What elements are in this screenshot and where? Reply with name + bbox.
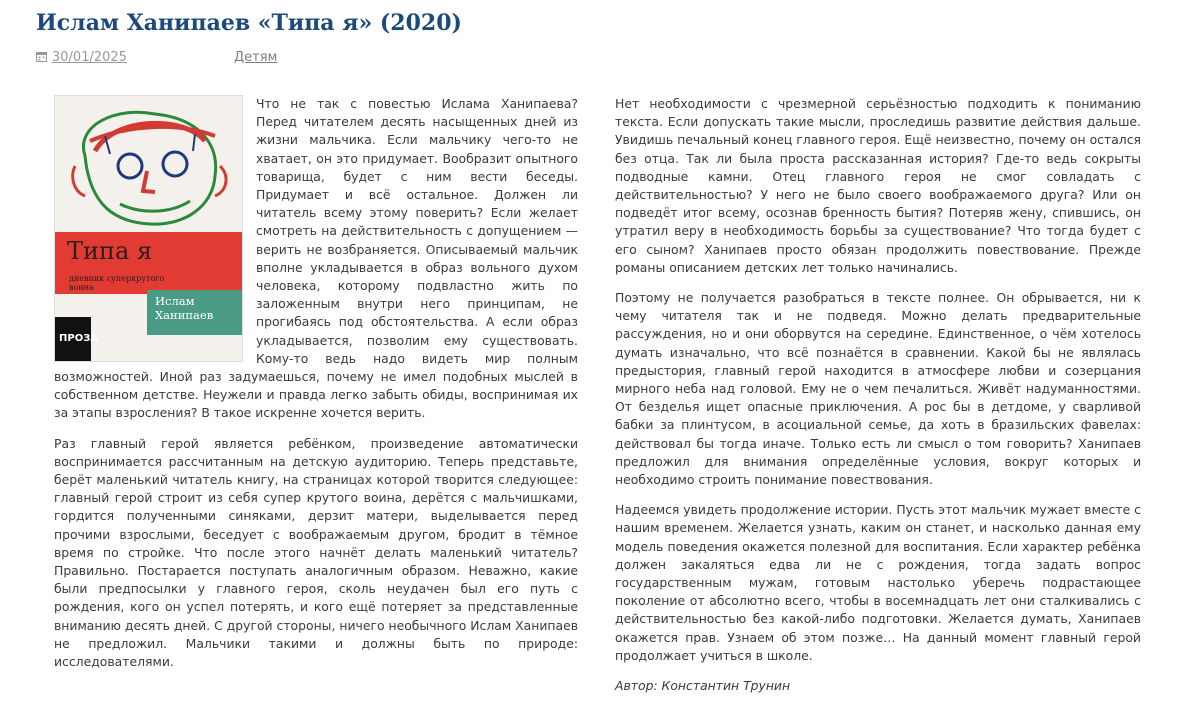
book-cover-image — [54, 95, 243, 362]
paragraph: Что не так с повестью Ислама Ханипаева? Перед читателем десять насыщенных дней из жизни мальчика. Если мальчику чего-то не хватает, он это придумает. Вообразит опытного товарища, будет с ним вести беседы. Придумает и всё остальное. Должен ли читатель всему этому поверить? Если желает смотреть на действительность с допущением — верить не возбраняется. Описываемый мальчик вполне укладывается в образ вольного духом человека, которому подвластно жить по заложенным внутри него принципам, не прогибаясь под обстоятельства. А если образ укладывается, позволим ему существовать. Кому-то ведь надо видеть мир полным возможностей. Иной раз задумаешься, почему не имел подобных мыслей в собственном детстве. Неужели и правда легко забыть обиды, воспринимая их за этапы взросления? В такое искренне хочется верить. — [54, 96, 578, 421]
category-link[interactable]: Детям — [234, 50, 278, 65]
paragraph: Надеемся увидеть продолжение истории. Пусть этот мальчик мужает вместе с нашим временем. Желается узнать, каким он станет, и насколько данная ему модель поведения окажется полезной для воспитания. Если характер ребёнка должен закаляться едва ли не с рождения, тогда задать вопрос государственным мужам, готовым настолько уберечь подрастающее поколение от абсолютно всего, чтобы в восемнадцать лет они сталкивались с действительностью без какой-либо подготовки. Желается думать, Ханипаев окажется прав. Узнаем об этом позже… На данный момент главный герой продолжает учиться в школе. — [615, 502, 1141, 663]
left-column — [54, 95, 578, 683]
paragraph: Нет необходимости с чрезмерной серьёзностью подходить к пониманию текста. Если допускать такие мысли, проследишь развитие действия дальше. Увидишь печальный конец главного героя. Ещё неизвестно, почему он остался без отца. Так ли была проста рассказанная история? Где-то ведь сокрыты подводные камни. Отец главного героя не смог совладать с действительностью? У него не было своего воображаемого друга? Или он подведёт итог всему, осознав бренность бытия? Потеряв жену, спившись, он утратил веру в необходимость борьбы за существование? Что тогда будет с его сыном? Ханипаев просто обязан продолжить повествование. Прежде романы описанием детских лет только начинались. — [615, 96, 1141, 275]
publisher-name: ПРОЗА — [59, 333, 99, 344]
paragraph: Поэтому не получается разобраться в тексте полнее. Он обрывается, ни к чему читателя так и не подведя. Можно делать предварительные рассуждения, но и они оборвутся на середине. Единственное, о чём хотелось думать изначально, что всё познаётся в сравнении. Какой бы не являлась предыстория, главный герой находится в атмосфере любви и созерцания мирного неба над головой. Ему не о чем печалиться. Живёт надуманностями. От безделья ищет опасные приключения. А рос бы в детдоме, у сварливой бабки за плинтусом, в асоциальной семье, да хоть в бразильских фавелах: действовал бы тогда иначе. Только есть ли смысл о том говорить? Ханипаев предложил для внимания определённые условия, вокруг которых и необходимо строить понимание повествования. — [615, 290, 1141, 488]
article-meta — [36, 50, 278, 65]
cover-title: Типа я — [67, 237, 153, 265]
cover-subtitle: дневник суперкрутого воина — [69, 274, 165, 292]
doodle-face-illustration — [55, 96, 242, 236]
author-byline: Автор: Константин Трунин — [615, 678, 791, 694]
paragraph: Раз главный герой является ребёнком, произведение автоматически воспринимается рассчитанным на детскую аудиторию. Теперь представьте, берёт маленький читатель книгу, на страницах которой творится следующее: главный герой строит из себя супер крутого воина, дерётся с мальчишками, гордится полученными синяками, дерзит матери, выделывается перед прочими взрослыми, беседует с воображаемым другом, бродит в тёмное время по стройке. Что после этого начнёт делать маленький читатель? Правильно. Постарается поступать аналогичным образом. Неважно, какие были предпосылки у главного героя, сколь неудачен был его путь с рождения, кого он успел потерять, и кого ещё потеряет за представленные вниманию десять дней. С другой стороны, ничего необычного Ислам Ханипаев не предложил. Мальчики такими и должны быть по природе: исследователями. — [54, 435, 578, 670]
right-column — [615, 95, 1141, 707]
cover-author: Ислам Ханипаев — [155, 294, 214, 322]
post-date-link[interactable]: 30/01/2025 — [52, 50, 127, 65]
calendar-icon — [36, 51, 47, 62]
page-title: Ислам Ханипаев «Типа я» (2020) — [36, 10, 462, 36]
